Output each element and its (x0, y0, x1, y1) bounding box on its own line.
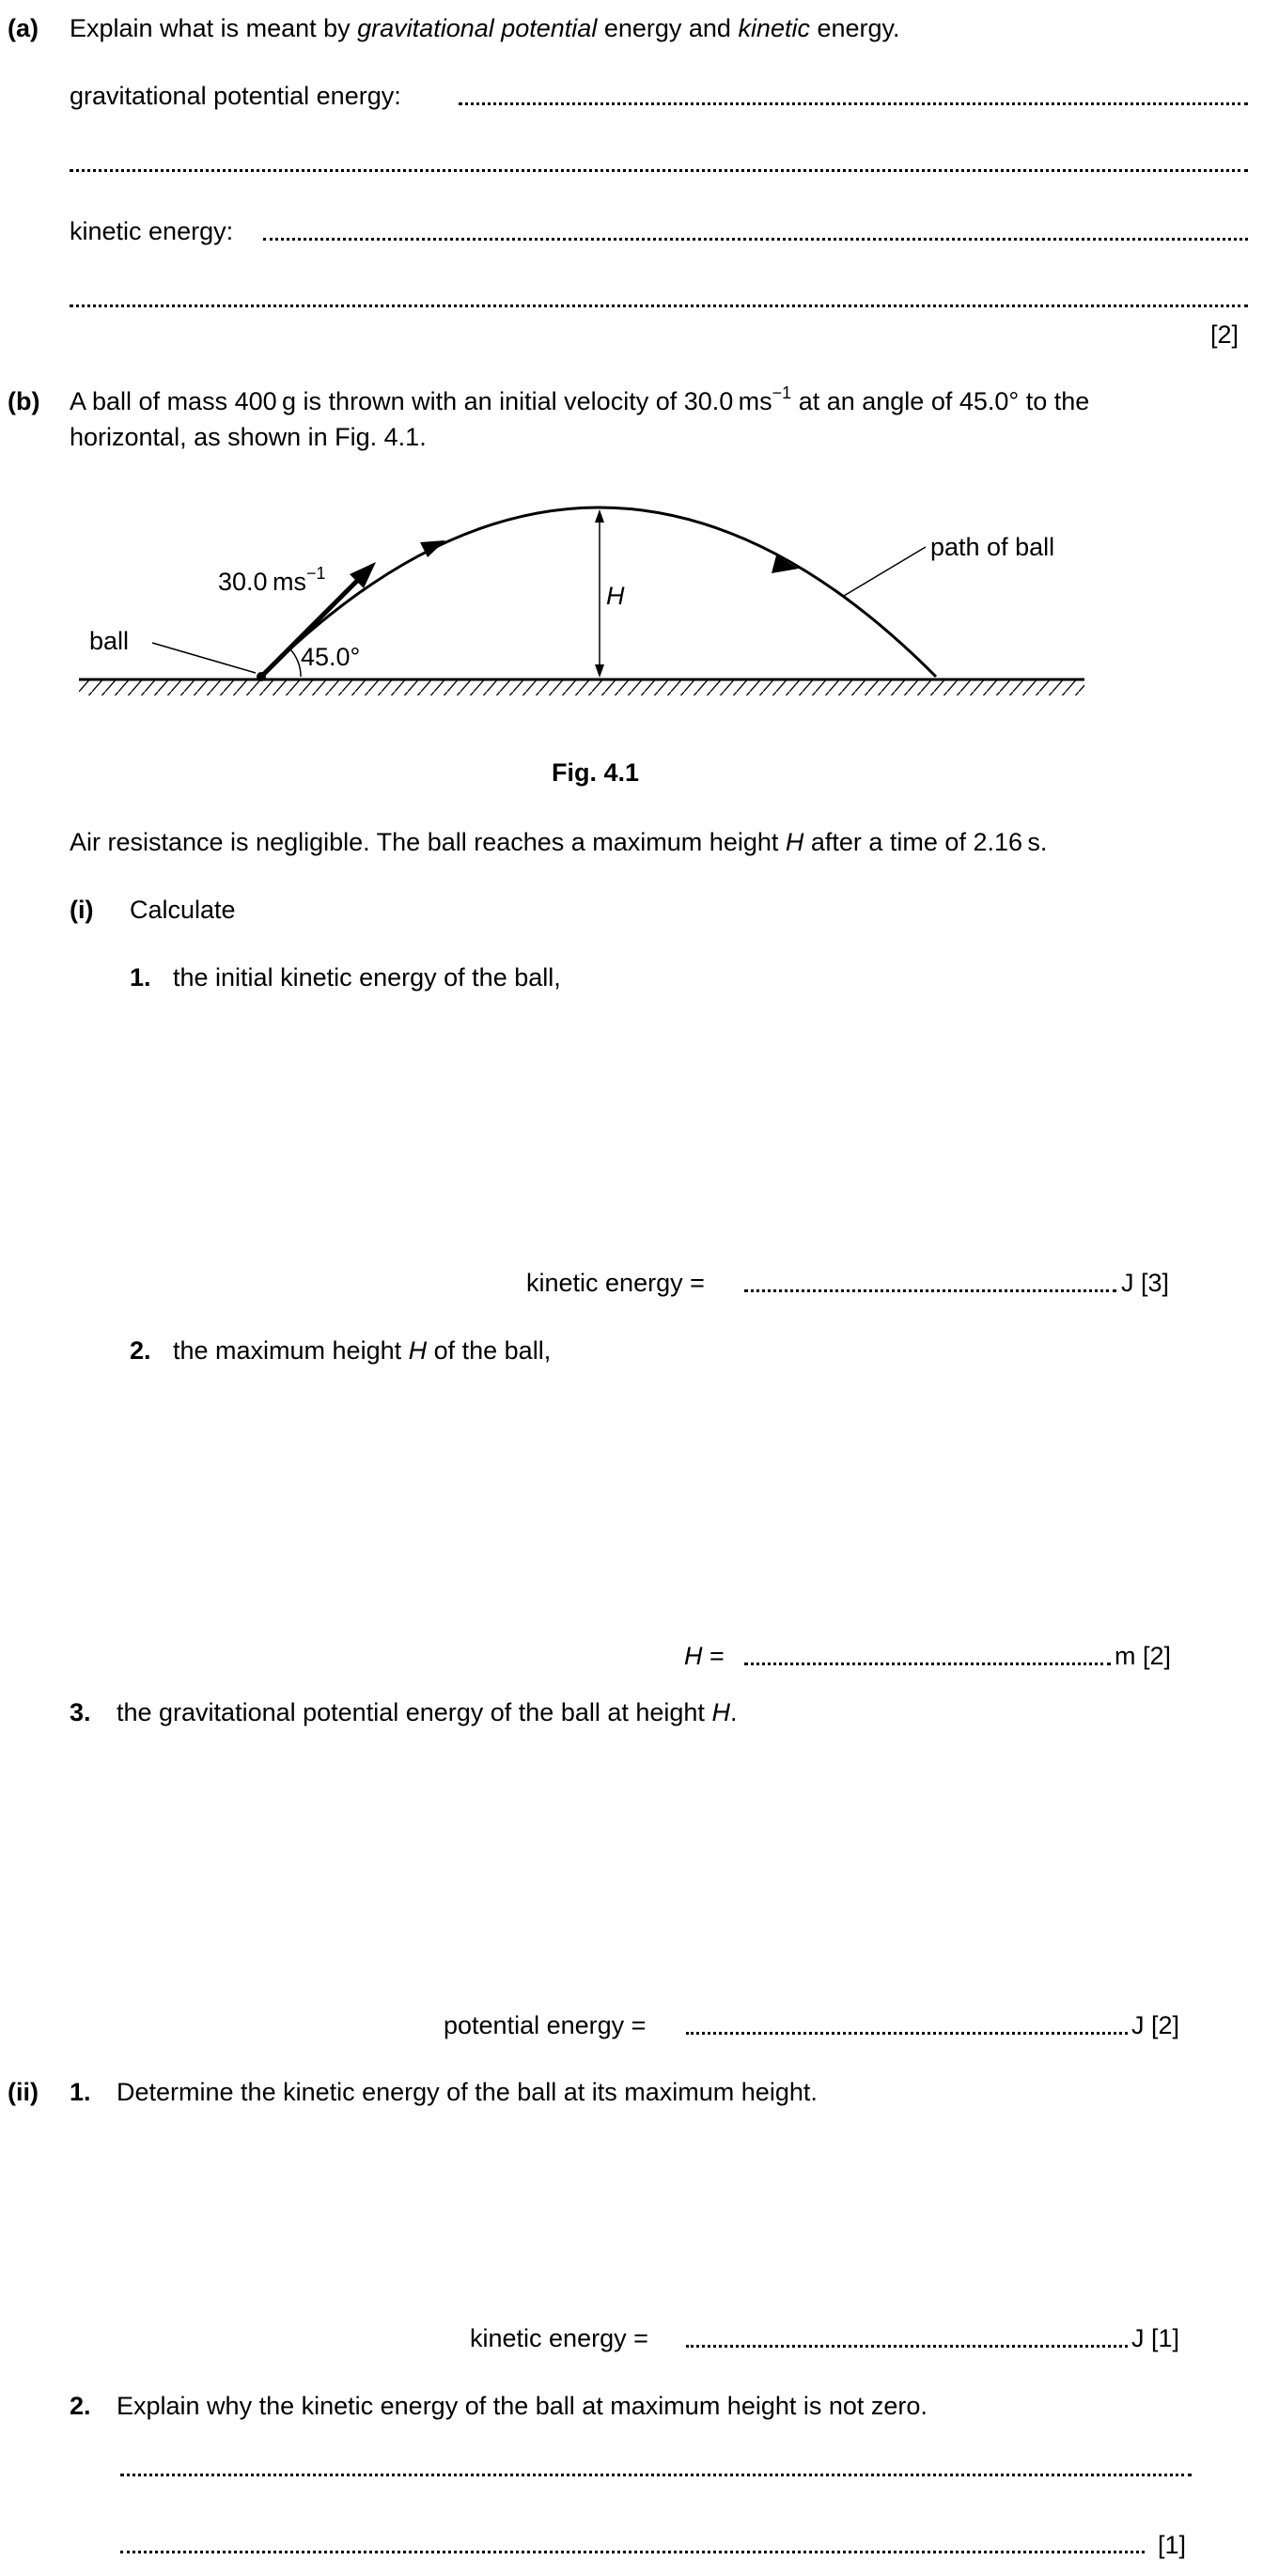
part-b-ii-label: (ii) (8, 2078, 39, 2106)
q3-text-var: H (711, 1698, 730, 1726)
ii-q2-answer-line-2[interactable] (120, 2551, 1145, 2553)
term-gravitational-potential: gravitational potential (357, 14, 598, 42)
ii-q2-text: Explain why the kinetic energy of the ball at maximum height is not zero. (117, 2392, 928, 2420)
part-b-i-stem: Calculate (130, 896, 236, 924)
q1-answer-label: kinetic energy = (526, 1269, 705, 1297)
ii-q2-marks: [1] (1158, 2531, 1187, 2559)
part-b-info-var: H (785, 828, 804, 856)
q3-text (117, 1697, 737, 1727)
ball (257, 672, 266, 681)
q1-answer-line[interactable] (744, 1289, 1116, 1292)
q2-answer-eq: = (702, 1642, 725, 1670)
part-a-stem-pre: Explain what is meant by (70, 14, 358, 42)
part-b-stem-end: at an angle of 45.0° to the (791, 387, 1090, 415)
q3-answer-label: potential energy = (444, 2011, 647, 2039)
q2-answer-line[interactable] (744, 1663, 1111, 1665)
q1-text: the initial kinetic energy of the ball, (173, 963, 561, 991)
path-label: path of ball (930, 533, 1055, 561)
height-arrow-bottom (595, 664, 604, 678)
q2-text-pre: the maximum height (173, 1336, 409, 1365)
q1-unit-marks: J [3] (1121, 1269, 1170, 1297)
ii-q2-number: 2. (70, 2392, 91, 2420)
part-b-info-pre: Air resistance is negligible. The ball reaches a maximum height (70, 828, 786, 856)
q3-unit-marks: J [2] (1131, 2011, 1180, 2039)
part-b-stem-exp: −1 (772, 383, 792, 402)
q3-text-pre: the gravitational potential energy of the ball at height (117, 1698, 712, 1726)
part-b-label: (b) (8, 387, 40, 415)
q2-text-var: H (408, 1336, 428, 1365)
height-label: H (606, 582, 625, 610)
ii-q1-answer-label: kinetic energy = (470, 2324, 648, 2352)
trajectory-path (261, 507, 936, 677)
angle-arc (289, 648, 301, 677)
part-a-stem-mid: energy and (597, 14, 739, 42)
ii-q1-text: Determine the kinetic energy of the ball at its maximum height. (117, 2078, 818, 2106)
part-a-marks: [2] (1210, 320, 1240, 349)
velocity-label-exp: −1 (305, 564, 326, 583)
gpe-label: gravitational potential energy: (70, 82, 401, 110)
ke-label: kinetic energy: (70, 217, 234, 245)
part-b-info-post: after a time of 2.16 s. (803, 828, 1048, 856)
figure-4-1 (0, 0, 1263, 714)
ball-label: ball (89, 627, 130, 655)
part-b-info (70, 827, 1047, 857)
q2-number: 2. (130, 1336, 151, 1365)
ball-leader-line (152, 643, 256, 673)
part-b-stem-line2: horizontal, as shown in Fig. 4.1. (70, 423, 427, 451)
part-a-label: (a) (8, 14, 39, 42)
ground-hatching (79, 680, 1084, 695)
path-arrow-left (420, 540, 445, 557)
part-b-stem-text: A ball of mass 400 g is thrown with an initial velocity of 30.0 ms (70, 387, 772, 415)
height-arrow-top (595, 509, 604, 523)
q1-number: 1. (130, 963, 151, 991)
ii-q2-answer-line[interactable] (120, 2474, 1192, 2476)
velocity-label-text: 30.0 ms (218, 568, 306, 596)
angle-label: 45.0° (301, 643, 361, 671)
part-a-stem-post: energy. (809, 14, 900, 42)
q2-answer-var: H (684, 1642, 703, 1670)
velocity-label (218, 564, 326, 597)
ii-q1-answer-line[interactable] (686, 2345, 1128, 2348)
term-kinetic: kinetic (738, 14, 810, 42)
q3-answer-line[interactable] (686, 2032, 1128, 2035)
q2-unit-marks: m [2] (1115, 1642, 1172, 1670)
path-leader-line (844, 547, 926, 596)
q2-text (173, 1335, 551, 1366)
q2-text-post: of the ball, (427, 1336, 552, 1365)
figure-caption: Fig. 4.1 (552, 758, 640, 787)
q3-text-post: . (729, 1698, 738, 1726)
ii-q1-unit-marks: J [1] (1131, 2324, 1180, 2352)
part-b-i-label: (i) (70, 896, 94, 924)
q3-number: 3. (70, 1698, 91, 1726)
q2-answer-label (684, 1641, 725, 1671)
ii-q1-number: 1. (70, 2078, 91, 2106)
